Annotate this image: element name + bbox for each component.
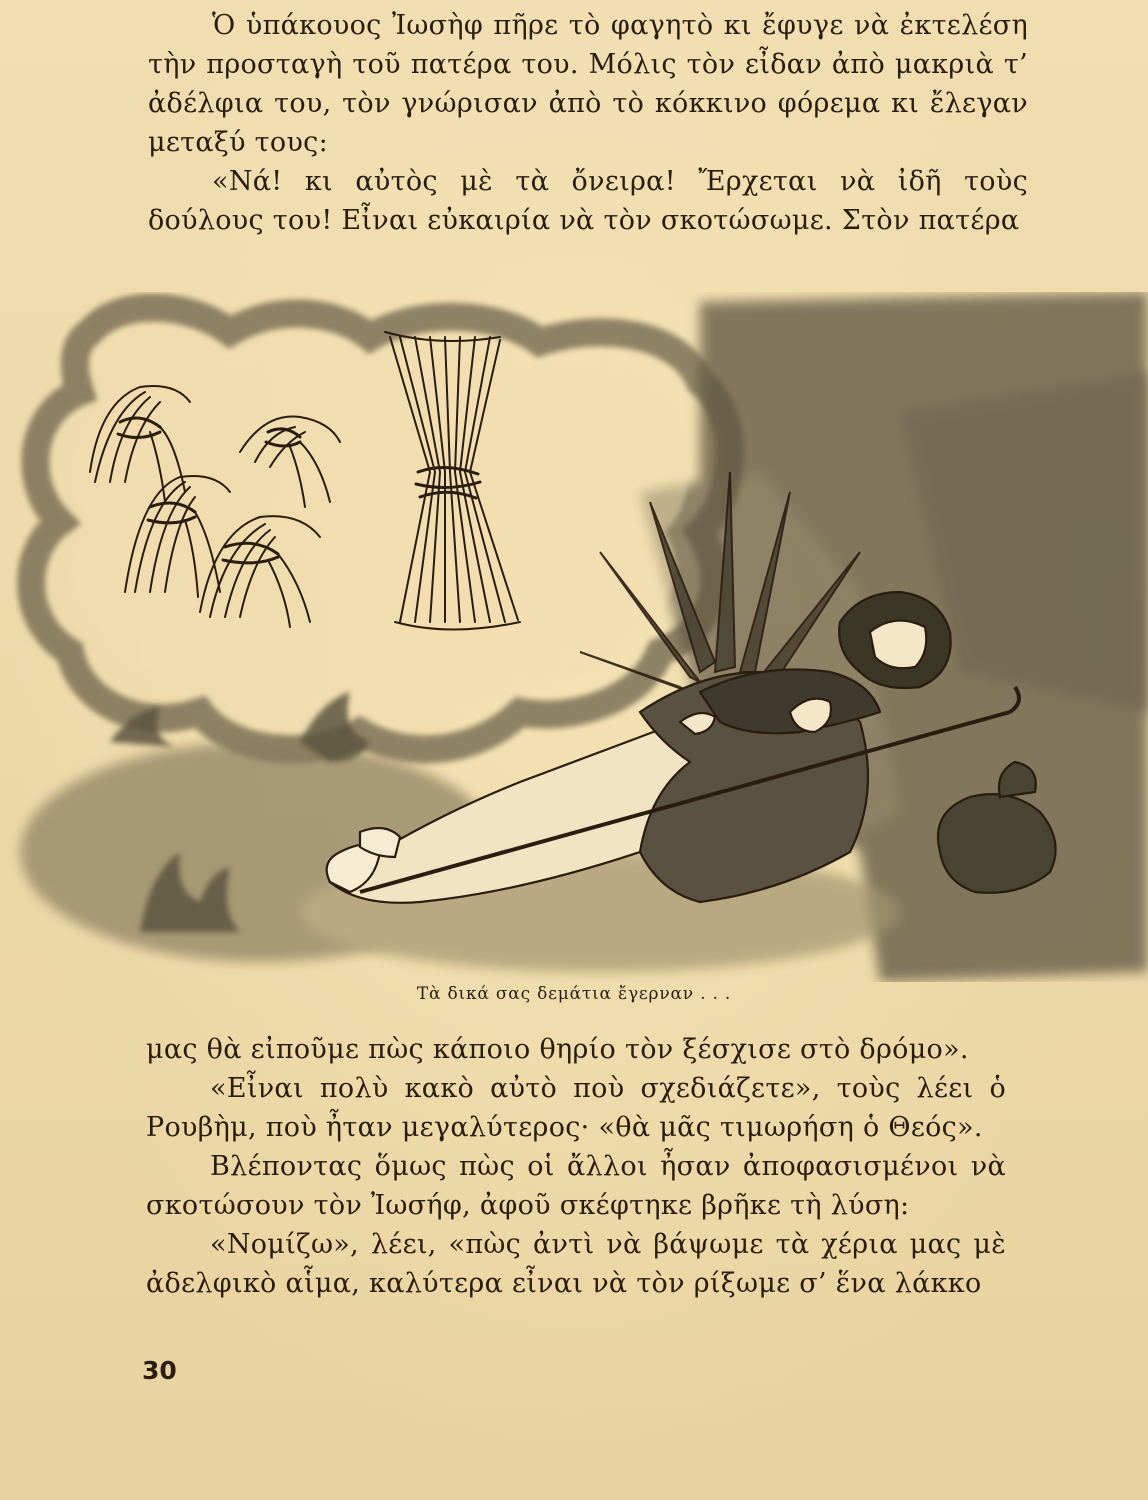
illustration-caption: Τὰ δικά σας δεμάτια ἔγερναν . . .	[416, 984, 732, 1004]
paragraph: Βλέποντας ὅμως πὼς οἱ ἄλλοι ἦσαν ἀποφασισμένοι νὰ σκοτώσουν τὸν Ἰωσήφ, ἀφοῦ σκέφτηκε βρῆκε τὴ λύση:	[146, 1151, 1006, 1221]
page-number: 30	[142, 1356, 177, 1385]
paragraph: Ὁ ὑπάκουος Ἰωσὴφ πῆρε τὸ φαγητὸ κι ἔφυγε νὰ ἐκτελέση τὴν προσταγὴ τοῦ πατέρα του. Μόλις τὸν εἶδαν ἀπὸ μακριὰ τ’ ἀδέλφια του, τὸν γνώρισαν ἀπὸ τὸ κόκκινο φόρεμα κι ἔλεγαν μεταξύ τους:	[148, 10, 1028, 158]
dream-cloud	[31, 308, 730, 750]
bottom-text-block	[146, 1030, 1006, 1303]
paragraph: «Νά! κι αὐτὸς μὲ τὰ ὄνειρα! Ἔρχεται νὰ ἰδῆ τοὺς δούλους του! Εἶναι εὐκαιρία νὰ τὸν σκοτώσωμε. Στὸν πατέρα	[148, 166, 1028, 236]
paragraph: «Νομίζω», λέει, «πὼς ἀντὶ νὰ βάψωμε τὰ χέρια μας μὲ ἀδελφικὸ αἷμα, καλύτερα εἶναι νὰ τὸν ρίξωμε σ’ ἕνα λάκκο	[146, 1229, 1006, 1299]
paragraph: μας θὰ εἰποῦμε πὼς κάποιο θηρίο τὸν ξέσχισε στὸ δρόμο».	[146, 1034, 969, 1065]
illustration-joseph-dreaming	[0, 292, 1148, 982]
paragraph: «Εἶναι πολὺ κακὸ αὐτὸ ποὺ σχεδιάζετε», τοὺς λέει ὁ Ρουβὴμ, ποὺ ἦταν μεγαλύτερος· «θὰ μᾶς τιμωρήση ὁ Θεός».	[146, 1073, 1006, 1143]
top-text-block	[148, 6, 1028, 240]
